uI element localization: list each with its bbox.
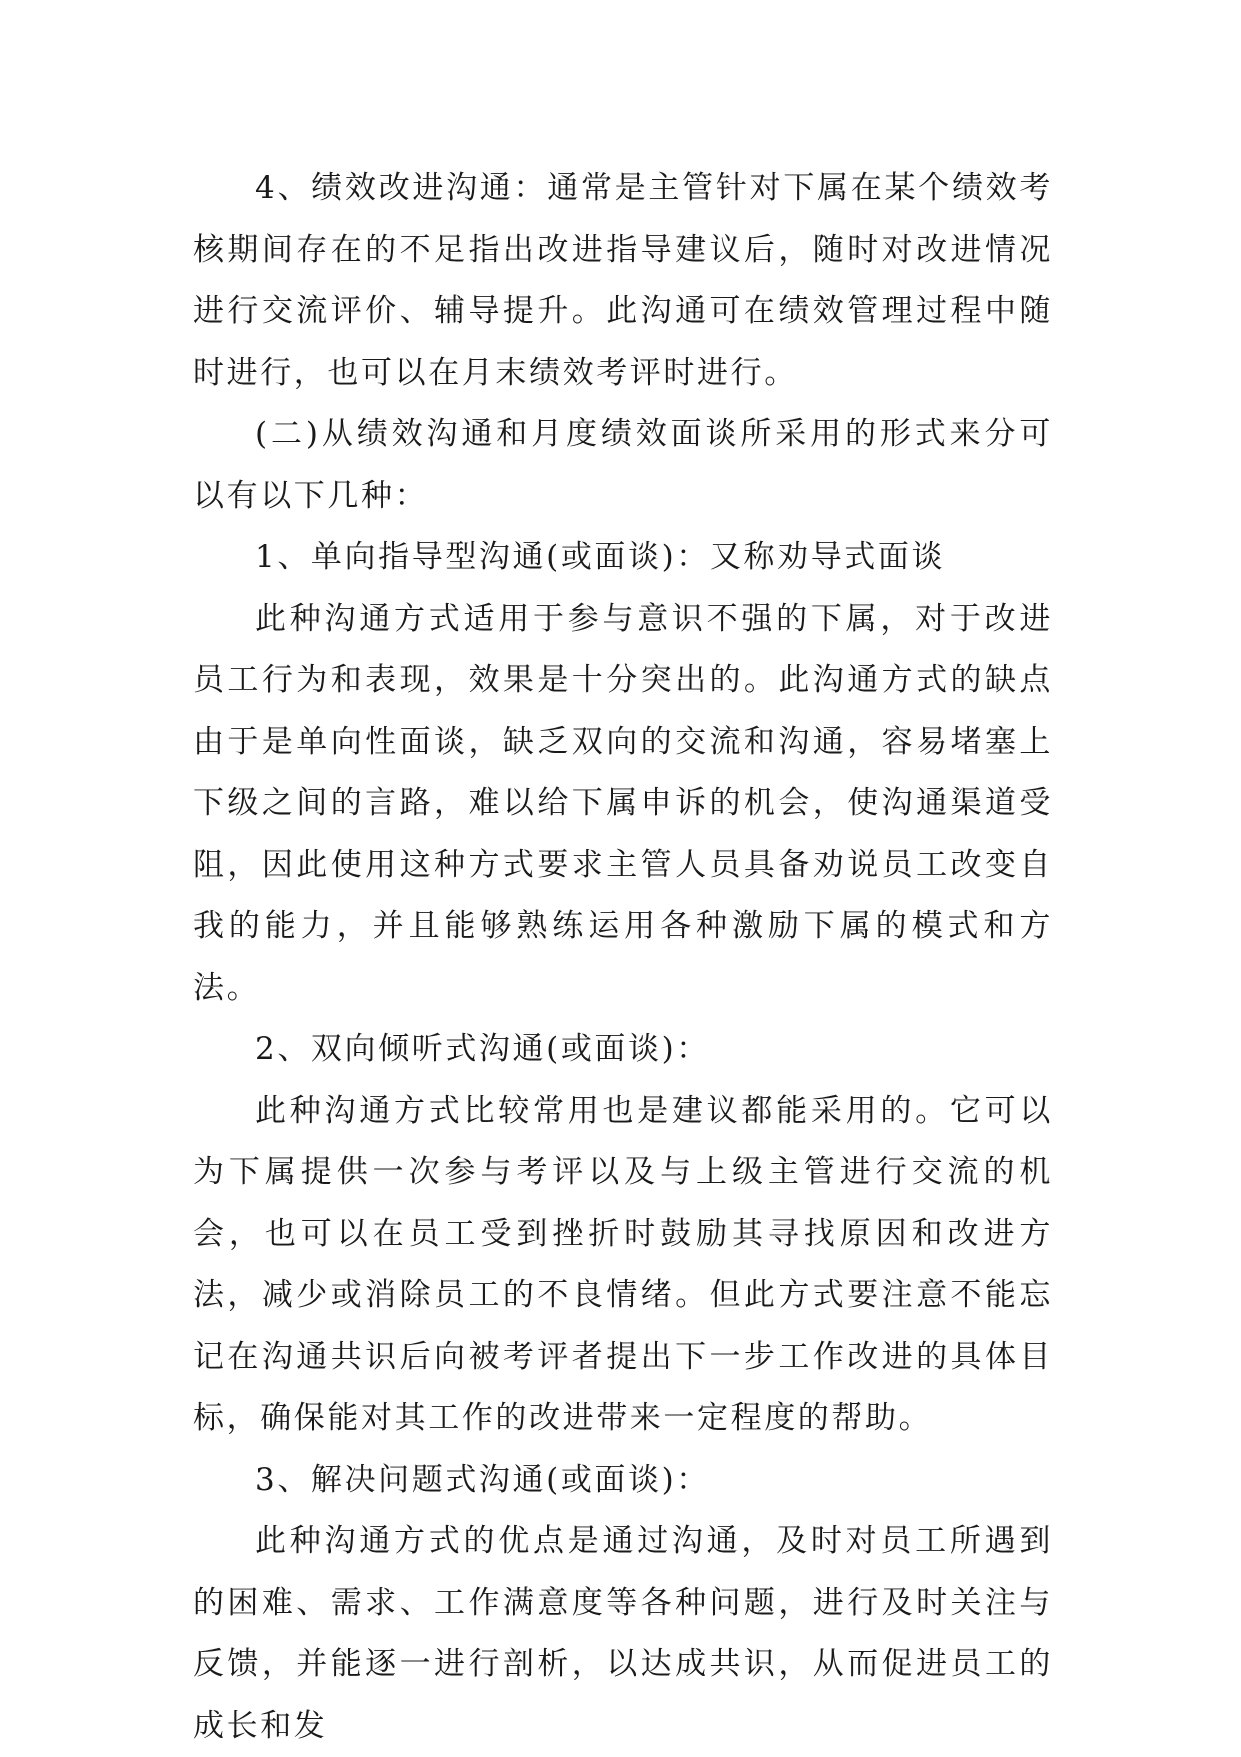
paragraph-two-way-listening: 此种沟通方式比较常用也是建议都能采用的。它可以为下属提供一次参与考评以及与上级主管进行交流的机会，也可以在员工受到挫折时鼓励其寻找原因和改进方法，减少或消除员工的不良情绪。但此方式要注意不能忘记在沟通共识后向被考评者提出下一步工作改进的具体目标，确保能对其工作的改进带来一定程度的帮助。 [193, 1092, 1053, 1436]
document-body [193, 158, 1053, 1757]
paragraph-section-two-intro: (二)从绩效沟通和月度绩效面谈所采用的形式来分可以有以下几种： [193, 416, 1053, 514]
paragraph-performance-improvement: 4、绩效改进沟通：通常是主管针对下属在某个绩效考核期间存在的不足指出改进指导建议后，随时对改进情况进行交流评价、辅导提升。此沟通可在绩效管理过程中随时进行，也可以在月末绩效考评时进行。 [193, 170, 1053, 391]
heading-one-way-guidance: 1、单向指导型沟通(或面谈)：又称劝导式面谈 [255, 539, 946, 575]
heading-problem-solving: 3、解决问题式沟通(或面谈)： [255, 1461, 710, 1498]
paragraph-one-way-guidance: 此种沟通方式适用于参与意识不强的下属，对于改进员工行为和表现，效果是十分突出的。此沟通方式的缺点由于是单向性面谈，缺乏双向的交流和沟通，容易堵塞上下级之间的言路，难以给下属申诉的机会，使沟通渠道受阻，因此使用这种方式要求主管人员具备劝说员工改变自我的能力，并且能够熟练运用各种激励下属的模式和方法。 [193, 600, 1053, 1006]
paragraph-problem-solving: 此种沟通方式的优点是通过沟通，及时对员工所遇到的困难、需求、工作满意度等各种问题，进行及时关注与反馈，并能逐一进行剖析，以达成共识，从而促进员工的成长和发 [193, 1523, 1053, 1744]
heading-two-way-listening: 2、双向倾听式沟通(或面谈)： [255, 1031, 710, 1067]
